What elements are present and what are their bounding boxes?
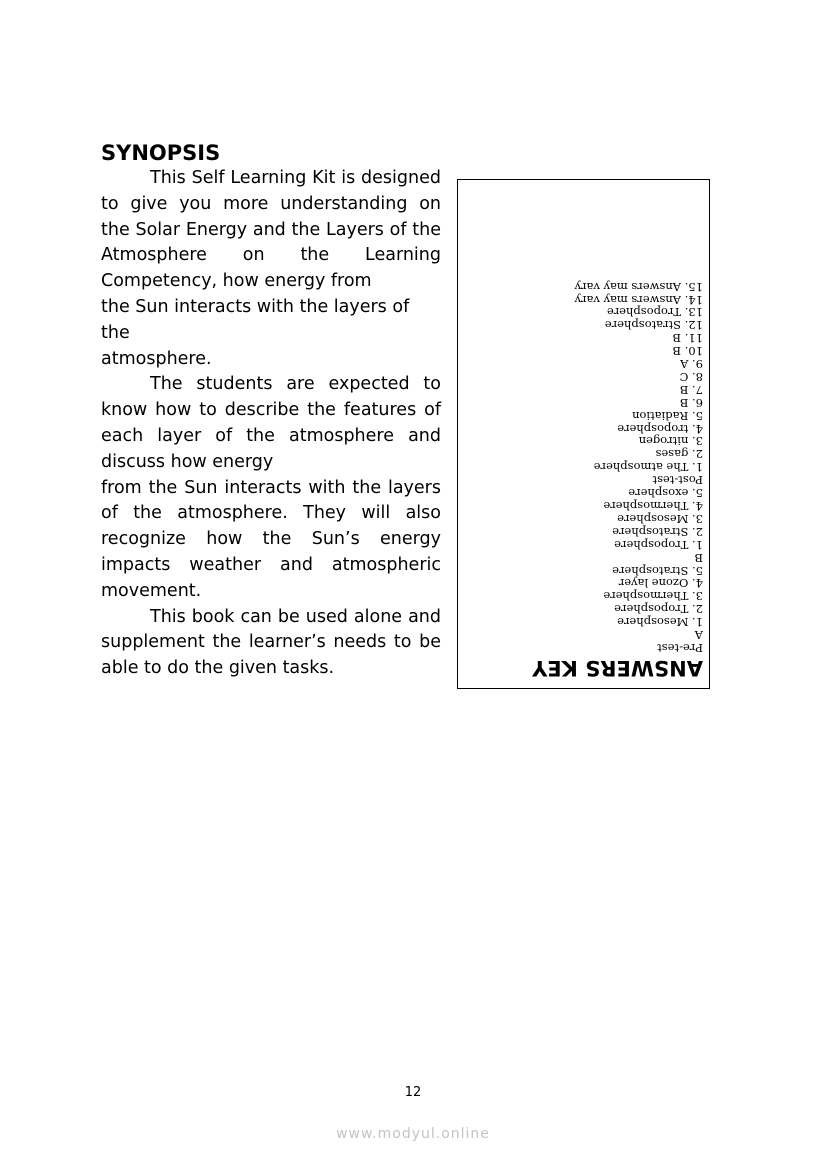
- answer-line: 4. Thermosphere: [603, 499, 703, 514]
- synopsis-paragraph-3: This book can be used alone and supplement the learner’s needs to be able to do the given tasks.: [101, 606, 441, 679]
- answer-line: 4. troposphere: [617, 421, 703, 436]
- synopsis-paragraph-2-cont: from the Sun interacts with the layers of the atmosphere. They will also recognize how the Sun’s energy impacts weather and atmospheric movement.: [101, 477, 441, 601]
- synopsis-paragraph-1-end: atmosphere.: [101, 348, 212, 369]
- synopsis-section: [101, 140, 441, 682]
- synopsis-heading: SYNOPSIS: [101, 141, 221, 165]
- answer-line: 5. exosphere: [628, 486, 703, 501]
- synopsis-line: the Sun interacts with the layers of the: [101, 296, 410, 343]
- synopsis-paragraph-1-cont: [101, 295, 441, 347]
- answer-line: Pre-test: [657, 641, 703, 655]
- answer-line: 4. Ozone layer: [618, 576, 703, 591]
- synopsis-paragraph-1: This Self Learning Kit is designed to give you more understanding on the Solar Energy and the Layers of the Atmosphere on the Learning Competency, how energy from: [101, 168, 441, 292]
- answers-key-box: [457, 179, 710, 689]
- answers-key-upside-down: [458, 180, 710, 689]
- watermark: www.modyul.online: [336, 1126, 490, 1142]
- answer-line: Post-test: [652, 473, 703, 488]
- page-number: 12: [404, 1085, 422, 1100]
- answer-line: 5. Radiation: [632, 408, 703, 423]
- answer-line: 2. gases: [655, 447, 703, 462]
- synopsis-paragraph-2: The students are expected to know how to describe the features of each layer of the atmosphere and discuss how energy: [101, 374, 441, 472]
- answer-line: 6. B: [679, 395, 703, 410]
- answer-line: 1. Mesosphere: [617, 615, 703, 630]
- answer-line: 9. A: [680, 357, 703, 372]
- answer-line: 7. B: [679, 382, 703, 397]
- answer-line: 3. Mesosphere: [617, 511, 703, 526]
- answer-line: 1. The atmosphere: [593, 460, 703, 475]
- answer-line: 11. B: [672, 331, 703, 346]
- answer-line: B: [694, 550, 703, 565]
- answer-line: 1. Troposphere: [614, 537, 703, 552]
- answer-line: 14. Answers may vary: [574, 292, 703, 307]
- answer-line: 10. B: [672, 344, 703, 359]
- answer-line: 2. Stratosphere: [612, 524, 703, 539]
- answer-line: A: [694, 628, 703, 643]
- answer-line: 12. Stratosphere: [604, 318, 703, 333]
- answer-line: 2. Troposphere: [614, 602, 703, 617]
- answers-key-list: [574, 280, 703, 654]
- answers-key-title: ANSWERS KEY: [532, 656, 703, 680]
- answer-line: 15. Answers may vary: [574, 279, 703, 294]
- answer-line: 3. Thermosphere: [603, 589, 703, 604]
- answer-line: 13. Troposphere: [606, 305, 703, 320]
- answer-line: 3. nitrogen: [638, 434, 703, 449]
- answer-line: 8. C: [679, 369, 703, 384]
- answer-line: 5. Stratosphere: [612, 563, 703, 578]
